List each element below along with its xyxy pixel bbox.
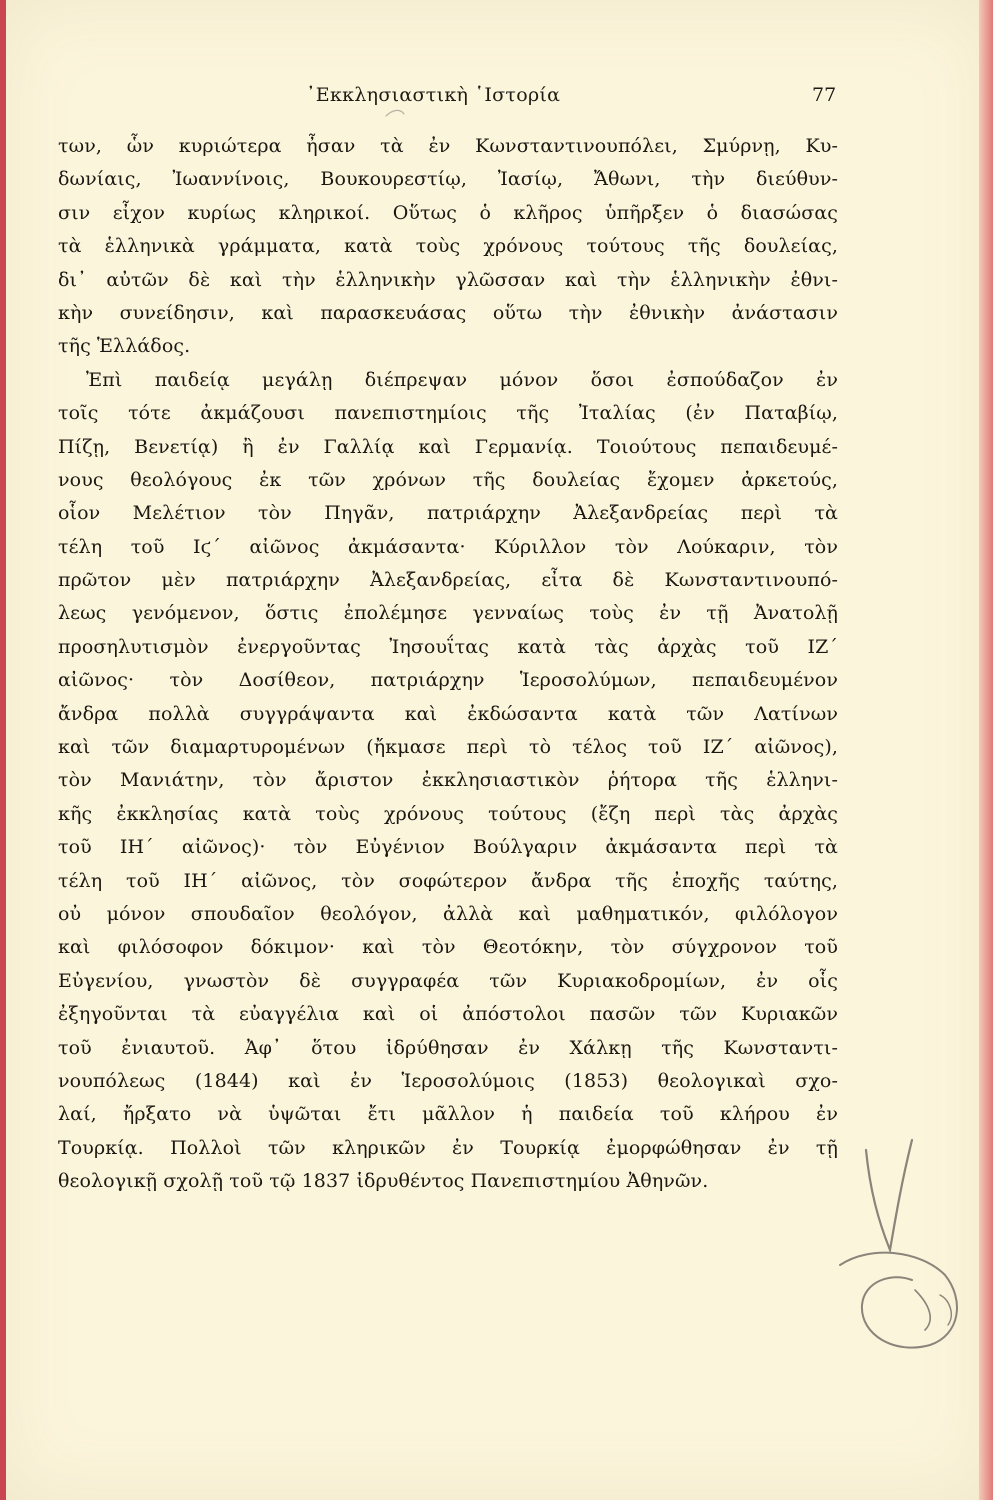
text-line: οἷον Μελέτιον τὸν Πηγᾶν, πατριάρχην Ἀλεξανδρείας περὶ τὰ: [58, 502, 838, 525]
text-line: των, ὧν κυριώτερα ἦσαν τὰ ἐν Κωνσταντινουπόλει, Σμύρνῃ, Κυ-: [58, 135, 838, 157]
text-line: τὸν Μανιάτην, τὸν ἄριστον ἐκκλησιαστικὸν ῥήτορα τῆς ἑλληνι-: [58, 769, 838, 792]
scan-left-border: [0, 0, 6, 1500]
text-line: Τουρκίᾳ. Πολλοὶ τῶν κληρικῶν ἐν Τουρκίᾳ ἐμορφώθησαν ἐν τῇ: [58, 1136, 838, 1159]
text-line: νους θεολόγους ἐκ τῶν χρόνων τῆς δουλείας ἔχομεν ἀρκετούς,: [58, 468, 838, 491]
pencil-scribble: [866, 1140, 912, 1250]
text-line: θεολογικῇ σχολῇ τοῦ τῷ 1837 ἱδρυθέντος Πανεπιστημίου Ἀθηνῶν.: [58, 1170, 709, 1193]
text-line: ἄνδρα πολλὰ συγγράψαντα καὶ ἐκδώσαντα κατὰ τῶν Λατίνων: [58, 702, 838, 725]
text-line: τέλη τοῦ Ιϛ´ αἰῶνος ἀκμάσαντα· Κύριλλον τὸν Λούκαριν, τὸν: [58, 535, 838, 558]
text-line: τοῦ ἐνιαυτοῦ. Ἀφ᾿ ὅτου ἱδρύθησαν ἐν Χάλκῃ τῆς Κωνσταντι-: [58, 1036, 838, 1059]
body-text: [58, 130, 838, 1199]
page-number: 77: [812, 84, 837, 106]
text-line: Ἐπὶ παιδείᾳ μεγάλῃ διέπρεψαν μόνον ὅσοι ἐσπούδαζον ἐν: [86, 368, 838, 391]
text-line: σιν εἶχον κυρίως κληρικοί. Οὕτως ὁ κλῆρος ὑπῆρξεν ὁ διασώσας: [58, 201, 838, 224]
text-line: πρῶτον μὲν πατριάρχην Ἀλεξανδρείας, εἶτα δὲ Κωνσταντινουπό-: [58, 569, 838, 592]
text-line: προσηλυτισμὸν ἐνεργοῦντας Ἰησουΐτας κατὰ τὰς ἀρχὰς τοῦ ΙΖ´: [58, 635, 838, 658]
pencil-scribble: [840, 1253, 957, 1348]
text-line: λεως γενόμενον, ὅστις ἐπολέμησε γενναίως τοὺς ἐν τῇ Ἀνατολῇ: [58, 602, 838, 625]
text-line: ἐξηγοῦνται τὰ εὐαγγέλια καὶ οἱ ἀπόστολοι πασῶν τῶν Κυριακῶν: [58, 1003, 838, 1026]
text-line: οὐ μόνον σπουδαῖον θεολόγον, ἀλλὰ καὶ μαθηματικόν, φιλόλογον: [58, 902, 838, 925]
text-line: Εὐγενίου, γνωστὸν δὲ συγγραφέα τῶν Κυριακοδρομίων, ἐν οἷς: [58, 969, 838, 992]
text-line: λαί, ἤρξατο νὰ ὑψῶται ἔτι μᾶλλον ἡ παιδεία τοῦ κλήρου ἐν: [58, 1103, 838, 1126]
text-line: τῆς Ἑλλάδος.: [58, 335, 191, 358]
pencil-scribble: [915, 1290, 930, 1330]
text-line: Πίζῃ, Βενετίᾳ) ἢ ἐν Γαλλίᾳ καὶ Γερμανίᾳ. Τοιούτους πεπαιδευμέ-: [58, 435, 838, 458]
text-line: κὴν συνείδησιν, καὶ παρασκευάσας οὕτω τὴν ἐθνικὴν ἀνάστασιν: [58, 301, 838, 324]
page-header: [0, 84, 993, 114]
scan-right-border: [979, 0, 993, 1500]
text-line: αἰῶνος· τὸν Δοσίθεον, πατριάρχην Ἱεροσολύμων, πεπαιδευμένον: [58, 669, 838, 692]
text-line: καὶ τῶν διαμαρτυρομένων (ἤκμασε περὶ τὸ τέλος τοῦ ΙΖ´ αἰῶνος),: [58, 736, 838, 759]
text-line: κῆς ἐκκλησίας κατὰ τοὺς χρόνους τούτους (ἔζη περὶ τὰς ἀρχὰς: [58, 802, 838, 825]
text-line: τοῖς τότε ἀκμάζουσι πανεπιστημίοις τῆς Ἰταλίας (ἐν Παταβίῳ,: [58, 402, 838, 425]
text-line: δωνίαις, Ἰωαννίνοις, Βουκουρεστίῳ, Ἰασίῳ, Ἄθωνι, τὴν διεύθυν-: [58, 168, 838, 191]
text-line: καὶ φιλόσοφον δόκιμον· καὶ τὸν Θεοτόκην, τὸν σύγχρονον τοῦ: [58, 936, 838, 959]
text-line: τὰ ἑλληνικὰ γράμματα, κατὰ τοὺς χρόνους τούτους τῆς δουλείας,: [58, 235, 838, 258]
text-line: νουπόλεως (1844) καὶ ἐν Ἱεροσολύμοις (1853) θεολογικαὶ σχο-: [58, 1069, 838, 1092]
text-line: δι᾿ αὐτῶν δὲ καὶ τὴν ἑλληνικὴν γλῶσσαν καὶ τὴν ἑλληνικὴν ἐθνι-: [58, 268, 838, 291]
text-line: τοῦ ΙΗ´ αἰῶνος)· τὸν Εὐγένιον Βούλγαριν ἀκμάσαντα περὶ τὰ: [58, 836, 838, 859]
running-title: ᾿Εκκλησιαστικὴ ῾Ιστορία: [306, 84, 561, 106]
text-line: τέλη τοῦ ΙΗ´ αἰῶνος, τὸν σοφώτερον ἄνδρα τῆς ἐποχῆς ταύτης,: [58, 869, 838, 892]
pencil-scribble: [940, 1295, 951, 1325]
